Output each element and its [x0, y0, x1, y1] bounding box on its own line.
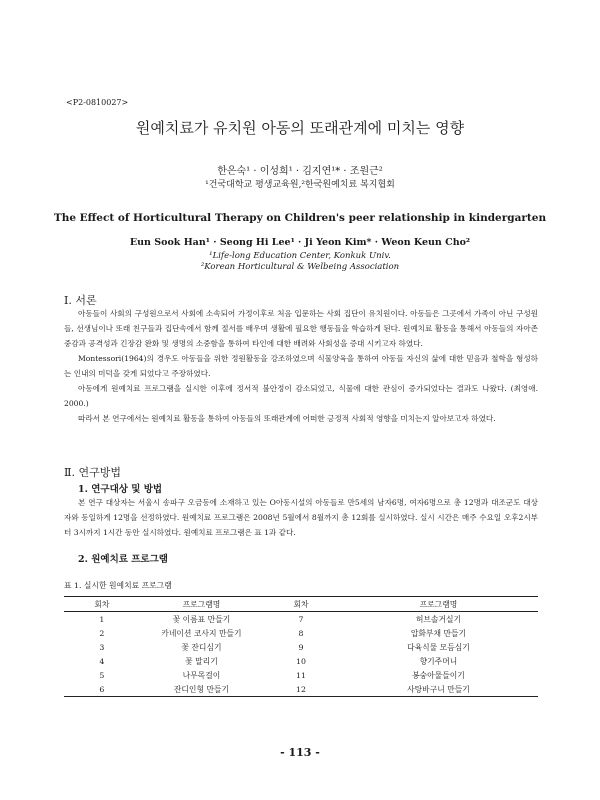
table-row — [64, 612, 538, 627]
program-cell: 꽃 말리기 — [185, 656, 218, 666]
session-cell: 11 — [296, 670, 306, 680]
session-cell: 7 — [298, 614, 304, 624]
title-english: The Effect of Horticultural Therapy on Children's peer relationship in kindergarten — [53, 212, 547, 224]
methods-body — [64, 495, 538, 540]
program-cell: 나무목걸이 — [182, 670, 221, 680]
table-row — [64, 640, 538, 654]
program-cell: 향기주머니 — [419, 656, 458, 666]
authors-korean: 한은숙¹ · 이성희¹ · 김지연¹* · 조원근² — [217, 166, 383, 177]
header-session-1: 회차 — [94, 599, 110, 609]
table-row — [64, 668, 538, 682]
intro-paragraph-4: 따라서 본 연구에서는 원예치료 활동을 통하여 아동들의 또래관계에 어떠한 긍정적 사회적 영향을 미치는지 알아보고자 하였다. — [78, 414, 496, 423]
paper-code: <P2-0810027> — [66, 98, 129, 107]
table-caption: 표 1. 실시한 원예치료 프로그램 — [64, 581, 172, 590]
session-cell: 4 — [99, 656, 105, 666]
section-heading-intro: Ⅰ. 서론 — [64, 294, 97, 307]
subsection-heading-subjects: 1. 연구대상 및 방법 — [78, 484, 163, 495]
session-cell: 6 — [99, 684, 105, 694]
program-table — [64, 596, 538, 697]
session-cell: 10 — [296, 656, 306, 666]
header-program-1: 프로그램명 — [182, 599, 221, 609]
affiliation-english-1: ¹Life-long Education Center, Konkuk Univ. — [209, 251, 391, 261]
affiliation-english-2: ²Korean Horticultural & Welbeing Association — [200, 262, 400, 272]
program-cell: 잔디인형 만들기 — [173, 684, 230, 694]
session-cell: 3 — [99, 642, 105, 652]
subsection-heading-program: 2. 원예치료 프로그램 — [78, 554, 168, 565]
intro-body — [64, 306, 538, 426]
session-cell: 2 — [99, 628, 105, 638]
program-cell: 사탕바구니 만들기 — [407, 684, 470, 694]
title-korean: 원예치료가 유치원 아동의 또래관계에 미치는 영향 — [135, 119, 465, 137]
table-row — [64, 682, 538, 697]
table-row — [64, 654, 538, 668]
intro-paragraph-3: 아동에게 원예치료 프로그램을 실시한 이후에 정서적 불안정이 감소되었고, 식물에 대한 관심이 증가되었다는 결과도 나왔다. (최영애. 2000.) — [64, 384, 538, 408]
page-number: - 113 - — [280, 746, 320, 759]
authors-english: Eun Sook Han¹ · Seong Hi Lee¹ · Ji Yeon Kim* · Weon Keun Cho² — [129, 237, 471, 248]
session-cell: 8 — [298, 628, 304, 638]
intro-paragraph-1: 아동들이 사회의 구성원으로서 사회에 소속되어 가정이후로 처음 입문하는 사회 집단이 유치원이다. 아동들은 그곳에서 가족이 아닌 구성원들, 선생님이나 또래 친구들과 집단속에서 함께 절서를 배우며 생활에 필요한 행동들을 학습하게 된다. 원예치료 활동을 통해서 아동들의 자아존중감과 공격성과 긴장감 완화 및 생명의 소중함을 통하여 타인에 대한 배려와 사회성을 증대 시키고자 하였다. — [64, 309, 538, 348]
affiliation-english — [0, 251, 600, 273]
affiliation-korean: ¹건국대학교 평생교육원,²한국원예치료 복지협회 — [205, 180, 395, 190]
program-cell: 허브솔거실기 — [415, 614, 462, 624]
session-cell: 5 — [99, 670, 105, 680]
header-session-2: 회차 — [293, 599, 309, 609]
table-row — [64, 626, 538, 640]
session-cell: 9 — [298, 642, 304, 652]
methods-paragraph: 본 연구 대상자는 서울시 송파구 오금동에 소재하고 있는 O아동시설의 아동들로 만5세의 남자6명, 여자6명으로 총 12명과 대조군도 대상자와 동일하게 12명을 선정하였다. 원예치료 프로그램은 2008년 5월에서 8월까지 총 12회를 실시하였다. 실시 시간은 매주 수요일 오후2시부터 3시까지 1시간 동안 실시하였다. 원예치료 프로그램은 표 1과 같다. — [64, 498, 538, 537]
program-cell: 꽃 이름표 만들기 — [172, 614, 231, 624]
program-cell: 봉숭아물들이기 — [412, 670, 465, 680]
session-cell: 12 — [296, 684, 306, 694]
table-header-row — [64, 597, 538, 612]
header-program-2: 프로그램명 — [419, 599, 458, 609]
section-heading-methods: Ⅱ. 연구방법 — [64, 466, 121, 479]
intro-paragraph-2: Montessori(1964)의 경우도 아동들을 위한 정원활동을 강조하였으며 식물양육을 통하여 아동들 자신의 삶에 대한 믿음과 철학을 형성하는 인내의 미덕을 갖게 되었다고 주장하였다. — [64, 354, 538, 378]
program-cell: 꽃 잔디심기 — [181, 642, 222, 652]
session-cell: 1 — [99, 614, 105, 624]
program-cell: 압화부채 만들기 — [410, 628, 467, 638]
program-cell: 카네이션 코사지 만들기 — [161, 628, 242, 638]
program-cell: 다육식물 모듬심기 — [407, 642, 470, 652]
